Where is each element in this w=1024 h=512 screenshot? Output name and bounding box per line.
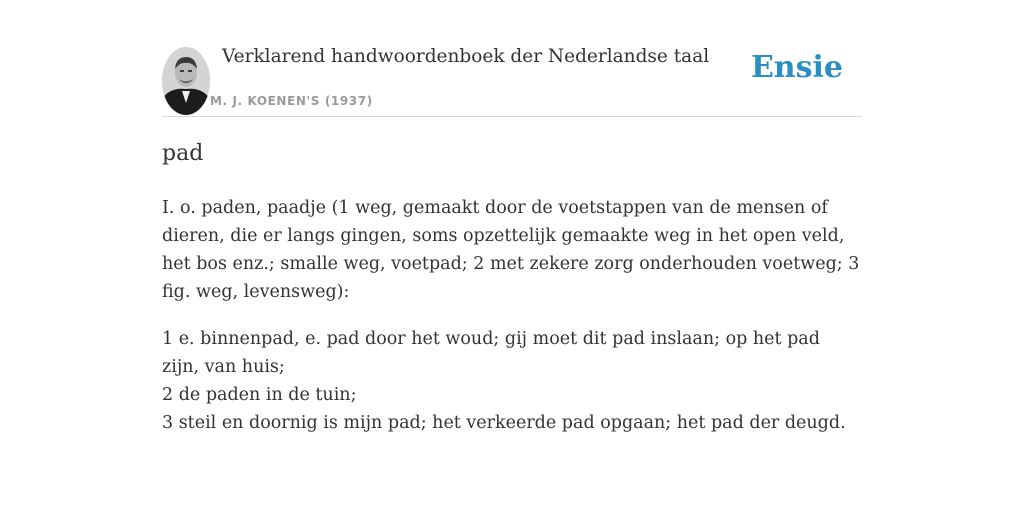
author-portrait [162,47,210,115]
entry-content [162,138,862,437]
dictionary-title: Verklarend handwoordenboek der Nederlandse taal [222,46,710,67]
dictionary-subtitle: M. J. KOENEN'S (1937) [210,94,373,108]
example-line: 1 e. binnenpad, e. pad door het woud; gij moet dit pad inslaan; op het pad zijn, van huis; [162,329,820,377]
portrait-image [162,47,210,115]
headword: pad [162,141,204,166]
dictionary-header [162,40,862,117]
definition: I. o. paden, paadje (1 weg, gemaakt door de voetstappen van de mensen of dieren, die er langs gingen, soms opzettelijk gemaakte weg in het open veld, het bos enz.; smalle weg, voetpad; 2 met zekere zorg onderhouden voetweg; 3 fig. weg, levensweg): [162,198,860,302]
ensie-logo-link[interactable]: Ensie [750,50,843,85]
examples-list [162,325,862,437]
example-line: 2 de paden in de tuin; [162,385,357,405]
example-line: 3 steil en doornig is mijn pad; het verkeerde pad opgaan; het pad der deugd. [162,413,846,433]
